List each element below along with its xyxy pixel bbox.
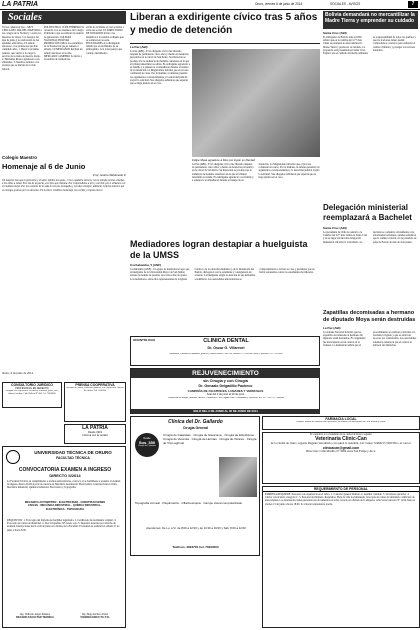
university-notice: [2, 446, 126, 628]
ad-clinica-price-badge: [135, 433, 159, 457]
ad-prensa-text: Operador de Motos, relaciones públicas, con experiencia. Horario de oficina. Telf. 5256234: [66, 387, 124, 392]
paper-name: LA PATRIA: [2, 1, 39, 8]
ad-lapatria-sub1: Desde 1919: [88, 431, 102, 434]
sociales-col1: Ya nos calienta el frío... MUY CERCA DEL DÍA DEL MAESTRO a los colegas de la Normal y a todos los maestros de Oruro. Los festejos del mes de junio y la celebración de las unidades educativas. Un saludo afectuoso a los profesores que han cumplido años. 1. Hasta la próxima semana, que vuelve a la carga la sección de sociales de nuestro diario. 2. Hermanas Rivera agradecen a sus amistades. 3. Nuestros saludos a los jóvenes que se inician en la vida laboral.: [2, 26, 42, 71]
article-mediadores-body: Cochabamba (ANF).- Un grupo de mediadores logró que la huelguista de la Universidad Mayor de San Simón levante la medida de presión, tras varios días de ayuno. Los mediadores, entre ellos representantes de la Iglesia Católica, de los derechos humanos y de la Defensoría del Pueblo, dialogaron con la estudiante y consiguieron un acuerdo. La huelguista exigía la atención de sus demandas académicas. Las autoridades universitarias se comprometieron a revisar su caso y garantizar que no habrá represalias contra los estudiantes movilizados.: [130, 268, 315, 281]
page-number: 7: [408, 1, 418, 8]
ad-farmacia: [262, 416, 420, 430]
article-liberan-photo: [192, 49, 320, 157]
ad-dental-doctor: Dr. Oscar G. Villarroel: [207, 346, 245, 350]
article-mediadores-headline: Mediadores logran destapiar a huelguista de la UMSS: [130, 239, 308, 260]
ad-lapatria-title: LA PATRIA: [82, 425, 108, 431]
university-seal-icon: [6, 450, 20, 464]
ad-rejuv-title: REJUVENECIMIENTO: [131, 369, 320, 378]
article-zapatillas-headline: Zapatillas decomisadas a hermano de diputado Moya serán destruidas: [323, 310, 416, 323]
ad-vet-email: clinicacan@gmail.com: [322, 446, 360, 450]
ad-clinica-photo: [219, 457, 257, 497]
article-mediadores-source: Cochabamba, 5 (ANF): [130, 263, 162, 267]
poem-heading: Colegio Maestro: [2, 155, 38, 160]
ad-consultorio-subtitle: PROFESIONAL EN DERECHO: [15, 387, 49, 390]
article-delegacion-body: La presidenta de Chile no asistirá a la Cumbre del G77 más China en Santa Cruz y en su lugar enviará una delegación ministerial, informó la Cancillería. La decisión se comunicó oficialmente a las autoridades bolivianas, quienes señalaron que la cumbre contará con la presencia de jefes de Estado de más de cien países.: [323, 231, 417, 244]
poem-title: Homenaje al 6 de Junio: [2, 162, 86, 171]
ad-clinica-hours: Atendemos: De Lu. a Vi. de 8:00 a 12:00 y de 14:30 a 19:00 y Sáb. 8:00 a 12:00: [146, 527, 246, 530]
ad-vet-intro: Se comunica a la ciudadanía de la ciudad de Oruro, regente:: [309, 433, 373, 436]
sociales-col2: POLITÉCNICO 10 DE FEBRERO Se recuerda a los ex alumnos del Colegio Politécnico que se realizará la reunión de generación. COLEGIO NACIONAL BOLÍVAR PROMOCIÓN 1984 a los exalumnos de la Promoción que se reúnen el sábado. CUMPLEAÑOS Reciban un saludo afectuoso en su día. MERCADO CAMPERO Se invita a la reunión de vendedores.: [44, 26, 84, 62]
article-liberan-source: La Paz (ABI): [130, 45, 148, 49]
ad-farmacia-text: Requiere auxiliar de farmacia con experiencia. Presentarse con documentos en Calle Bolívar y Potosí.: [296, 421, 386, 423]
sociales-section: [2, 11, 126, 153]
university-faculty: FACULTAD TÉCNICA: [56, 456, 90, 460]
ad-lapatria-sub2: Informa con la verdad: [82, 434, 108, 437]
university-subtitle: DIRECTO II/2014: [49, 473, 81, 478]
article-bolivia-headline: Bolivia demandará no mercantilizar la Madre Tierra y emprender su cuidado: [323, 11, 418, 29]
article-delegacion-headline: Delegación ministerial reemplazará a Bachelet: [323, 203, 412, 222]
article-bolivia-body: El embajador de Bolivia ante la ONU señaló que en la cumbre del G77 más China se planteará no mercantilizar la Madre Tierra y promover su cuidado. La propuesta será presentada en Santa Cruz. Explicó que el cuidado del medio ambiente es responsabilidad de todos los pueblos y que las naciones deben asumir compromisos concretos para enfrentar el cambio climático y proteger los recursos naturales.: [323, 36, 416, 56]
poem-signature: Oruro, 6 de junio de 2014: [2, 371, 33, 375]
university-name: UNIVERSIDAD TÉCNICA DE ORURO: [34, 450, 112, 455]
university-sig-right-name: Ing. Hugo Pacheco Pérez: [81, 613, 109, 616]
ad-clinica-price-label: Desde: [143, 437, 151, 440]
ad-rejuv-promo: SOLO DEL 2 DE JUNIO AL 30 DE JUNIO DE 2014: [131, 409, 320, 414]
ad-prensa-title: PRENSA COOPERATIVA: [75, 383, 115, 387]
poem-section: [2, 155, 126, 380]
ad-veterinaria: [262, 432, 420, 484]
university-sig-left-name: Ing. Wilfredo Angel Jiménez: [20, 613, 50, 616]
article-bolivia-source: Santa Cruz (ABI): [323, 31, 347, 35]
poem-author: Prof. Amalia Maldonado P.: [93, 173, 126, 177]
ad-vet-title: Veterinaria Clinic-Can: [315, 436, 367, 443]
ad-req-text: EMPRESA REQUIERE: Personal con experiencia en el rubro. 1. Contador general titulado. 2. Auxiliar contable. 3. Secretaria ejecutiva. 4. Chofer con licencia categoría C. 5. Personal de limpieza. Requisitos: Hoja de vida documentada, fotocopia de carnet de identidad, certificado de antecedentes. Los interesados deben presentar sus documentos en sobre cerrado en oficinas de la empresa, calle Soria Galvarro Nº 1234, hasta el viernes 13 de junio a horas 18:00. Se valorará experiencia previa.: [265, 493, 416, 506]
sociales-heading: Sociales: [2, 11, 126, 24]
university-signature-right: [67, 613, 123, 619]
ad-requerimiento: [262, 486, 420, 628]
article-liberan: [130, 11, 320, 236]
university-body: La Facultad Técnica en cumplimiento a normas universitarias, convoca a los bachilleres a postular al examen de ingreso directo II/2014 para las carreras de Mecánica Automotriz, Electricidad, Construcciones Civiles, Mecánica Industrial, Química Industrial, Electrónica y Topografía.: [7, 480, 121, 490]
ad-clinica-services: Cirugía de Cataratas · Cirugía de Glaucoma · Cirugía de Estrabismo · Cirugía de Vesícula · Cirugía de Hernias · Cirugía de Várices · Cirugía de Vía Lagrimal: [163, 433, 257, 446]
article-zapatillas-body: La Aduana Nacional informó que las zapatillas decomisadas al hermano del diputado serán destruidas. El cargamento fue interceptado en un control en la frontera. La institución señaló que el procedimiento se realizará conforme a la normativa vigente y que se abrirá un proceso por contrabando. Las autoridades aduaneras reiteraron que el control se aplicará sin distinción.: [323, 331, 417, 347]
section-name: SOCIALES - AVISOS: [330, 2, 361, 6]
university-sig-right-role: VICEDECANO F.T.U.T.O.: [80, 616, 110, 620]
article-liberan-caption: Felipe Mesa agradece a Dios por lograr su libertad: [192, 158, 255, 162]
university-requirements: REQUISITOS: 1. Fotocopia del diploma de bachiller legalizada. 2. Certificado de nacimiento original. 3. Fotocopia de carnet de identidad. 4. Dos fotografías 3x3 fondo rojo. 5. Depósito bancario por derecho de examen. Inscripciones del 9 al 20 de junio en oficinas de la Facultad. El examen se realizará el sábado 21 de junio a horas 8:00.: [7, 519, 120, 532]
ad-rejuv-dates: Solo del 2 de junio al 30 de junio: [206, 393, 245, 396]
poem-body: Oh maestro mío que tu paciencia y el saber infinito nos guía... Con tu palabra sincera, con tu mirada serena, enseñas a los niños a soñar. Eres luz de la patria, eres faro que ilumina. Por ti aprendimos a leer y escribir, por ti soñamos con un mañana mejor. Por los caminos de la vida tu voz nos acompaña y nos dice siempre: adelante. Gracias maestro por tu entrega, gracias por tus desvelos. En tu día te rendimos homenaje con cariño y respeto eterno.: [2, 179, 126, 192]
article-liberan-body-a: La Paz (ABI).- El ex dirigente cívico fue liberado después de permanecer cinco años y medio en detención preventiva en la cárcel de San Pedro. Su liberación se produjo tras la audiencia de medidas cautelares en la que el tribunal determinó su salida. El exdirigente agradeció a su familia y a quienes le acompañaron durante el tiempo de su detención. La Magistratura informó que el proceso continuará su curso. Por la mañana, la defensa presentó los argumentos correspondientes y la autoridad judicial aceptó la solicitud. Sus allegados señalaron que esperan que se haga justicia en el caso.: [130, 50, 190, 86]
ad-dental: [130, 336, 320, 366]
sociales-col3: el Día de la Madre al cual se invita a todas las socias. EL DIRECTORIO DE NOTARIOS Invita a los miembros a la reunión ordinaria que se realizará en su sede. FELICIDADES A la distinguida familia por el nacimiento de su primogénito. A la joven pareja que contrajo matrimonio.: [86, 26, 124, 55]
university-careers: MECÁNICA AUTOMOTRIZ · ELECTRICIDAD · CONSTRUCCIONES CIVILES · MECÁNICA INDUSTRIAL · QUÍMICA INDUSTRIAL · ELECTRÓNICA · TOPOGRAFÍA: [24, 501, 106, 511]
ad-clinica-price: Sus. 350: [138, 440, 156, 445]
ad-consultorio-title: CONSULTORIO JURÍDICO: [11, 383, 53, 387]
ad-clinica-phone: Teléfono: 2823700 Cel. 76230000: [172, 545, 219, 549]
ad-req-title: REQUERIMIENTO DE PERSONAL: [263, 487, 419, 492]
ad-rejuv-campaign: CAMPAÑA DE CICATRICES, LUNARES Y VERRUGAS: [187, 389, 264, 393]
ad-consultorio: [2, 382, 62, 408]
article-delegacion-source: Santa Cruz (ABI): [323, 226, 347, 230]
article-bolivia: [323, 11, 418, 201]
article-mediadores: [130, 239, 320, 334]
university-signature-left: [7, 613, 63, 619]
ad-vet-text: de la ciudad de Oruro, regente Regente Veterinario con quien lo atenderá. Cel: Lunes 72484215 5281339 o al correo:: [270, 442, 412, 446]
ad-rejuv-subtitle: sin Cirugía y con Cirugía: [203, 379, 248, 383]
article-delegacion: [323, 203, 418, 308]
article-zapatillas-source: La Paz (ABI): [323, 326, 341, 330]
ad-rejuvenecimiento: [130, 368, 320, 414]
ad-rejuv-doctor: Dr. Gonzalo Delgadillo Pacheco: [198, 384, 253, 388]
masthead: [0, 0, 420, 10]
ad-clinica-extra: Topografía corneal · Paquimetría · Oftalmoscopía · Campo visual computarizado: [135, 501, 243, 505]
ad-prensa: [64, 382, 126, 422]
ad-lapatria: [64, 424, 126, 444]
ad-clinica-specialty: Cirugía General: [182, 426, 209, 430]
ad-clinica: [130, 416, 260, 556]
ad-dental-title: CLINICA DENTAL: [203, 338, 249, 344]
university-sig-left-role: DECANO FACULTAD TÉCNICA: [16, 616, 54, 620]
article-liberan-body-b: La Paz (ABI).- El ex dirigente cívico fue liberado después de permanecer cinco años y medio en detención preventiva en la cárcel de San Pedro. Su liberación se produjo tras la audiencia de medidas cautelares en la que el tribunal determinó su salida. El exdirigente agradeció a su familia y a quienes le acompañaron durante el tiempo de su detención. La Magistratura informó que el proceso continuará su curso. Por la mañana, la defensa presentó los argumentos correspondientes y la autoridad judicial aceptó la solicitud. Sus allegados señalaron que esperan que se haga justicia en el caso.: [192, 163, 320, 183]
article-liberan-headline: Liberan a exdirigente cívico tras 5 años y medio de detención: [130, 12, 318, 36]
ad-consultorio-text: Abogado con experiencia. Divorcios, herencias, penal, civil, laboral, familiar. Calle Bolívar Nº 456. Cel. 72400000: [5, 390, 59, 395]
ad-vet-address: Dirección: Calle Murillo Nº 3006 entre San Felipe y Arce.: [306, 450, 376, 453]
ad-farmacia-title: FARMACIA LOCAL: [325, 417, 357, 421]
ad-dental-text: Ortodoncia, endodoncia, implantes, prótesis y estética dental. Calle 6 de Octubre Nº 1234 entre Junín y Ayacucho. Cel. 71800000: [169, 353, 283, 355]
date-line: Oruro, viernes 6 de junio de 2014: [255, 2, 303, 6]
ad-dental-header: ODONTÓLOGO: [133, 338, 155, 342]
ad-rejuv-text: Eliminación de arrugas, manchas, flacidez. Consultorio: Calle Pagador entre Cochabamba y Ayacucho. Telf. 5277788 Cel. 72488888: [167, 397, 285, 399]
ad-clinica-name: Clínica del Dr. Gallardo: [168, 419, 223, 425]
ad-clinica-price-sub: Cirugía de Cataratas: [138, 445, 156, 447]
university-convocatoria: CONVOCATORIA EXAMEN A INGRESO: [18, 467, 112, 473]
